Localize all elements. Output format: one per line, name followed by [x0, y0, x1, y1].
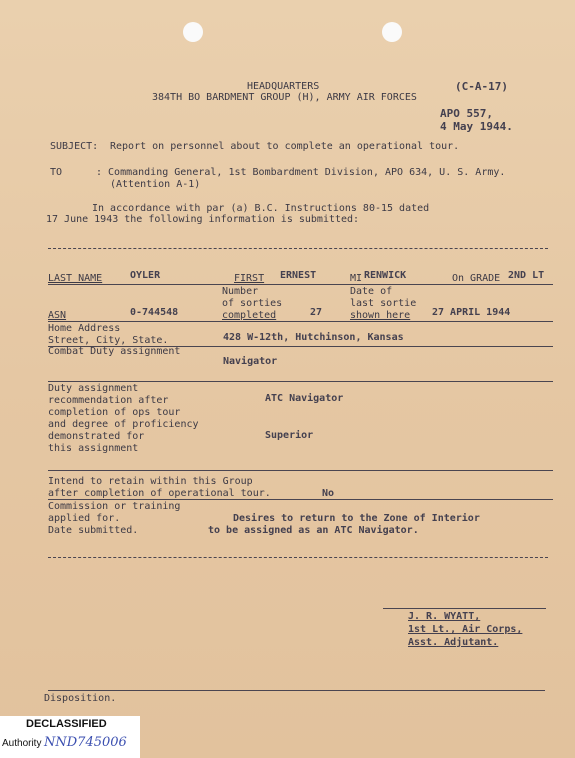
grade-label: On GRADE: [452, 273, 501, 284]
divider: [48, 557, 548, 558]
signature-name: J. R. WYATT,: [408, 611, 481, 622]
combat-duty-label: Combat Duty assignment: [48, 346, 181, 357]
duty-label: recommendation after: [48, 395, 169, 406]
declassified-stamp: [0, 716, 140, 758]
sorties-label: of sorties: [222, 298, 283, 309]
retain-value: No: [322, 488, 335, 499]
duty-label: and degree of proficiency: [48, 419, 199, 430]
disposition-label: Disposition.: [44, 693, 117, 704]
header-org2: 384TH BO BARDMENT GROUP (H), ARMY AIR FORCES: [152, 92, 417, 103]
intro-line2: 17 June 1943 the following information is submitted:: [46, 214, 360, 225]
last-sortie-label: Date of: [350, 286, 393, 297]
signature-rank: 1st Lt., Air Corps,: [408, 624, 523, 635]
home-address-label: Street, City, State.: [48, 335, 169, 346]
asn-label: ASN: [48, 310, 67, 321]
sorties-label: completed: [222, 310, 277, 321]
to-attention: (Attention A-1): [110, 179, 201, 190]
duty-label: Duty assignment: [48, 383, 139, 394]
sorties-value: 27: [310, 307, 323, 318]
divider: [48, 321, 553, 322]
subject-label: SUBJECT:: [50, 141, 99, 152]
header-org1: HEADQUARTERS: [247, 81, 320, 92]
proficiency-value: Superior: [265, 430, 314, 441]
commission-label: applied for.: [48, 513, 121, 524]
to-text: : Commanding General, 1st Bombardment Division, APO 634, U. S. Army.: [96, 167, 506, 178]
middle-name-value: RENWICK: [364, 270, 407, 281]
home-address-value: 428 W-12th, Hutchinson, Kansas: [223, 332, 404, 343]
duty-label: this assignment: [48, 443, 139, 454]
last-sortie-value: 27 APRIL 1944: [432, 307, 511, 318]
retain-label: after completion of operational tour.: [48, 488, 271, 499]
duty-label: completion of ops tour: [48, 407, 181, 418]
punch-hole: [382, 22, 402, 42]
declassified-text: DECLASSIFIED: [26, 718, 107, 730]
punch-hole: [183, 22, 203, 42]
last-name-value: OYLER: [130, 270, 161, 281]
divider: [48, 284, 553, 285]
commission-label: Date submitted.: [48, 525, 139, 536]
asn-value: 0-744548: [130, 307, 179, 318]
form-code: (C-A-17): [455, 80, 508, 93]
last-name-label: LAST NAME: [48, 273, 103, 284]
signature-line: [383, 608, 546, 609]
home-address-label: Home Address: [48, 323, 121, 334]
document-date: 4 May 1944.: [440, 120, 513, 133]
duty-label: demonstrated for: [48, 431, 145, 442]
divider: [48, 499, 553, 500]
last-sortie-label: shown here: [350, 310, 411, 321]
divider: [48, 248, 548, 249]
signature-title: Asst. Adjutant.: [408, 637, 499, 648]
first-name-label: FIRST: [234, 273, 265, 284]
middle-initial-label: MI: [350, 273, 363, 284]
commission-label: Commission or training: [48, 501, 181, 512]
last-sortie-label: last sortie: [350, 298, 417, 309]
intro-line1: In accordance with par (a) B.C. Instructions 80-15 dated: [92, 203, 430, 214]
divider: [48, 690, 545, 691]
duty-recommendation-value: ATC Navigator: [265, 393, 344, 404]
combat-duty-value: Navigator: [223, 356, 278, 367]
commission-remark: to be assigned as an ATC Navigator.: [208, 525, 419, 536]
sorties-label: Number: [222, 286, 259, 297]
to-label: TO: [50, 167, 63, 178]
divider: [48, 381, 553, 382]
apo-number: APO 557,: [440, 107, 493, 120]
first-name-value: ERNEST: [280, 270, 317, 281]
authority-number: NND745006: [44, 735, 127, 750]
authority-label: Authority: [2, 738, 42, 749]
retain-label: Intend to retain within this Group: [48, 476, 253, 487]
divider: [48, 470, 553, 471]
grade-value: 2ND LT: [508, 270, 545, 281]
commission-remark: Desires to return to the Zone of Interior: [233, 513, 480, 524]
subject-text: Report on personnel about to complete an operational tour.: [110, 141, 460, 152]
